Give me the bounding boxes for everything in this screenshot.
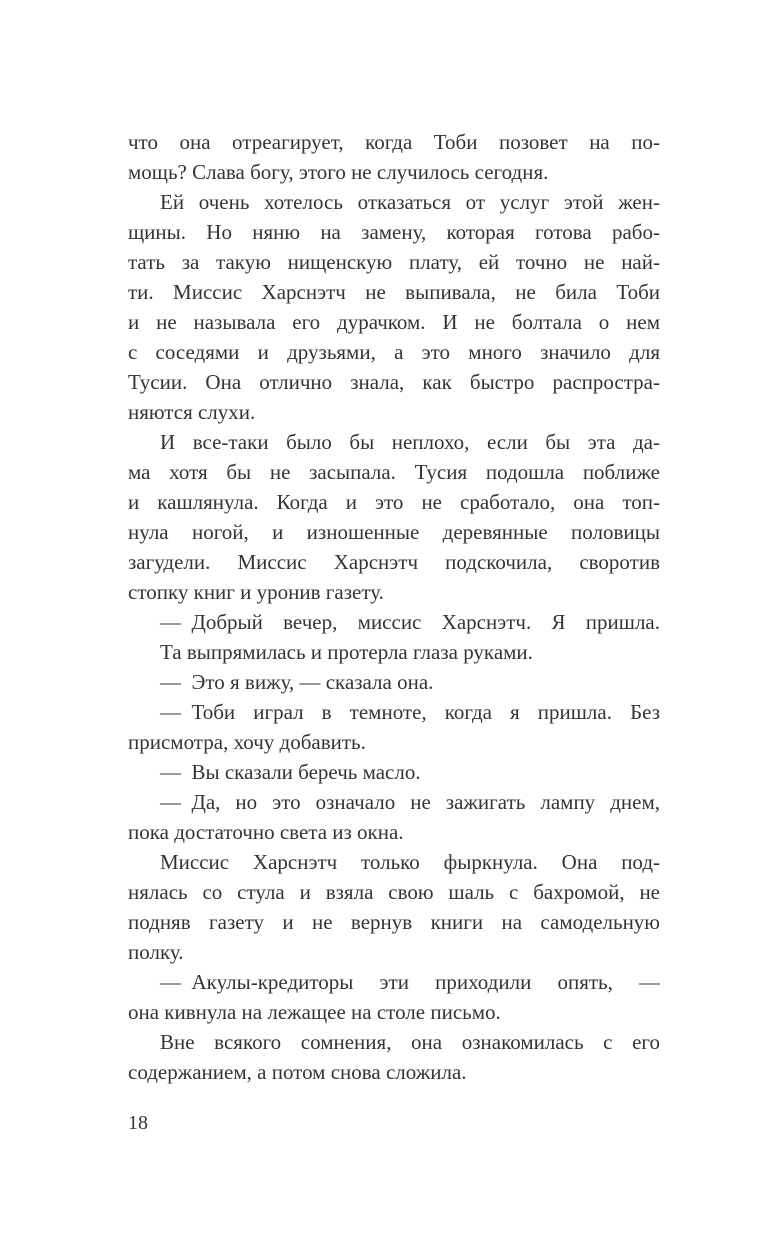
text-line: тать за такую нищенскую плату, ей точно не най-	[128, 250, 660, 274]
paragraph	[128, 637, 660, 667]
paragraph	[128, 427, 660, 607]
text-line: полку.	[128, 940, 184, 964]
text-line: — Акулы-кредиторы эти приходили опять, —	[160, 970, 660, 994]
paragraph	[128, 757, 660, 787]
text-line: загудели. Миссис Харснэтч подскочила, своротив	[128, 550, 660, 574]
text-line: мощь? Слава богу, этого не случилось сегодня.	[128, 160, 549, 184]
text-line: — Это я вижу, — сказала она.	[160, 670, 434, 694]
text-line: она кивнула на лежащее на столе письмо.	[128, 1000, 501, 1024]
text-line: с соседями и друзьями, а это много значило для	[128, 340, 660, 364]
text-line: ма хотя бы не засыпала. Тусия подошла поближе	[128, 460, 660, 484]
text-line: и кашлянула. Когда и это не сработало, она топ-	[128, 490, 660, 514]
text-line: Миссис Харснэтч только фыркнула. Она под-	[160, 850, 660, 874]
text-line: присмотра, хочу добавить.	[128, 730, 366, 754]
text-line: пока достаточно света из окна.	[128, 820, 404, 844]
paragraph	[128, 1027, 660, 1087]
text-line: — Добрый вечер, миссис Харснэтч. Я пришла.	[160, 610, 660, 634]
text-line: Тусии. Она отлично знала, как быстро распростра-	[128, 370, 660, 394]
text-line: — Вы сказали беречь масло.	[160, 760, 421, 784]
page-text	[128, 127, 660, 1087]
paragraph	[128, 967, 660, 1027]
text-line: ти. Миссис Харснэтч не выпивала, не била Тоби	[128, 280, 660, 304]
paragraph	[128, 127, 660, 187]
text-line: нялась со стула и взяла свою шаль с бахромой, не	[128, 880, 660, 904]
text-line: Ей очень хотелось отказаться от услуг этой жен-	[160, 190, 660, 214]
paragraph	[128, 697, 660, 757]
page-number: 18	[128, 1112, 148, 1134]
text-line: содержанием, а потом снова сложила.	[128, 1060, 467, 1084]
text-line: щины. Но няню на замену, которая готова рабо-	[128, 220, 660, 244]
text-line: И все-таки было бы неплохо, если бы эта да-	[160, 430, 660, 454]
text-line: Вне всякого сомнения, она ознакомилась с его	[160, 1030, 660, 1054]
text-line: — Тоби играл в темноте, когда я пришла. Без	[160, 700, 660, 724]
text-line: и не называла его дурачком. И не болтала о нем	[128, 310, 660, 334]
text-line: няются слухи.	[128, 400, 256, 424]
text-line: стопку книг и уронив газету.	[128, 580, 384, 604]
paragraph	[128, 607, 660, 637]
text-line: Та выпрямилась и протерла глаза руками.	[160, 640, 533, 664]
text-line: что она отреагирует, когда Тоби позовет на по-	[128, 130, 660, 154]
paragraph	[128, 847, 660, 967]
paragraph	[128, 667, 660, 697]
text-line: — Да, но это означало не зажигать лампу днем,	[160, 790, 660, 814]
text-line: нула ногой, и изношенные деревянные половицы	[128, 520, 660, 544]
paragraph	[128, 187, 660, 427]
paragraph	[128, 787, 660, 847]
text-line: подняв газету и не вернув книги на самодельную	[128, 910, 660, 934]
